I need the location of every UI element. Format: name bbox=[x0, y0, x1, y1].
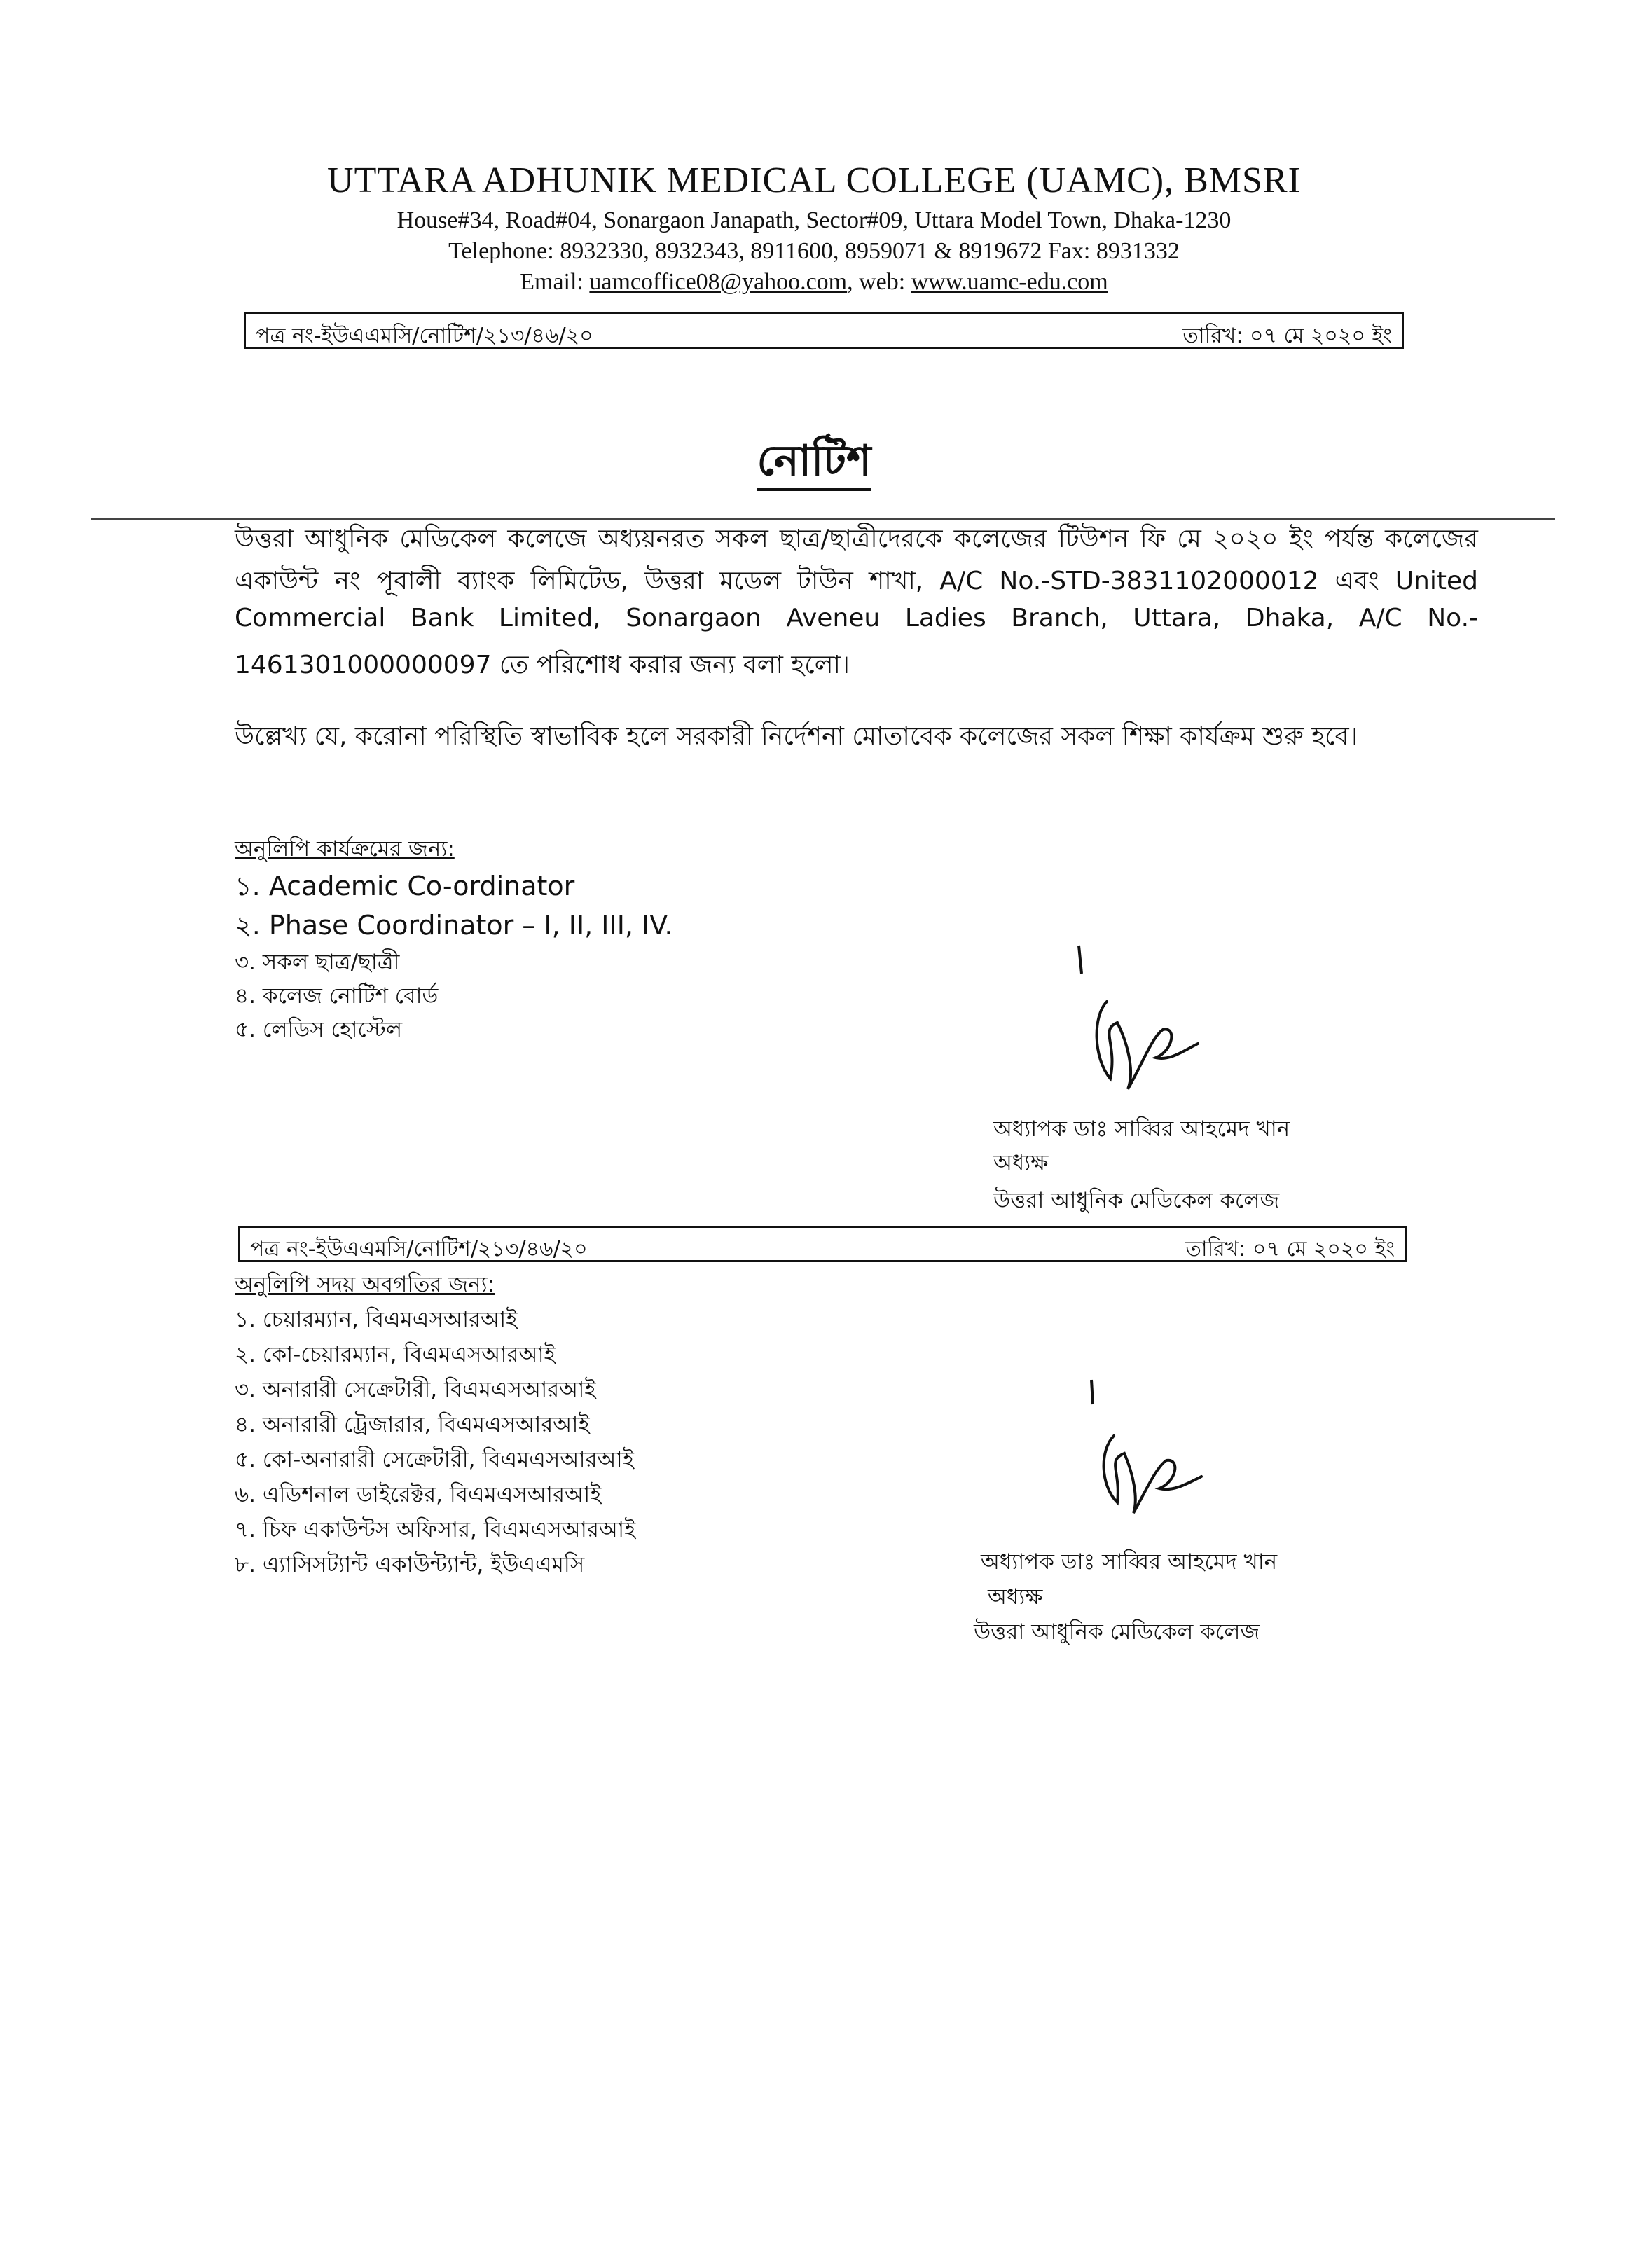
notice-title bbox=[0, 429, 1628, 499]
notice-paragraph-2: উল্লেখ্য যে, করোনা পরিস্থিতি স্বাভাবিক হলে সরকারী নির্দেশনা মোতাবেক কলেজের সকল শিক্ষা কার্যক্রম শুরু হবে। bbox=[235, 722, 1358, 751]
reference-date: তারিখ: ০৭ মে ২০২০ ইং bbox=[1185, 1237, 1395, 1261]
copy-action-item: ১. Academic Co-ordinator bbox=[235, 871, 575, 901]
copy-action-item: ২. Phase Coordinator – I, II, III, IV. bbox=[235, 910, 673, 941]
signatory-institution: উত্তরা আধুনিক মেডিকেল কলেজ bbox=[974, 1619, 1260, 1645]
copy-action-heading: অনুলিপি কার্যক্রমের জন্য: bbox=[235, 836, 455, 862]
web-link[interactable]: www.uamc-edu.com bbox=[911, 269, 1108, 295]
copy-info-item: ৮. এ্যাসিসট্যান্ট একাউন্ট্যান্ট, ইউএএমসি bbox=[235, 1552, 585, 1577]
copy-info-heading: অনুলিপি সদয় অবগতির জন্য: bbox=[235, 1272, 495, 1297]
notice-paragraph-line-4: 1461301000000097 তে পরিশোধ করার জন্য বলা হলো। bbox=[235, 651, 850, 679]
college-telephone: Telephone: 8932330, 8932343, 8911600, 8959071 & 8919672 Fax: 8931332 bbox=[448, 238, 1180, 264]
web-label: , web: bbox=[847, 269, 911, 295]
copy-info-item: ৪. অনারারী ট্রেজারার, বিএমএসআরআই bbox=[235, 1412, 590, 1437]
notice-title-text: নোটিশ bbox=[757, 436, 871, 491]
copy-info-item: ৬. এডিশনাল ডাইরেক্টর, বিএমএসআরআই bbox=[235, 1482, 602, 1507]
signatory-designation: অধ্যক্ষ bbox=[988, 1584, 1043, 1610]
copy-info-item: ৭. চিফ একাউন্টস অফিসার, বিএমএসআরআই bbox=[235, 1517, 636, 1542]
notice-paragraph-line-3: Commercial Bank Limited, Sonargaon Aveneu Ladies Branch, Uttara, Dhaka, A/C No.- bbox=[235, 604, 1478, 632]
copy-action-item: ৫. লেডিস হোস্টেল bbox=[235, 1017, 403, 1042]
copy-info-item: ৩. অনারারী সেক্রেটারী, বিএমএসআরআই bbox=[235, 1377, 596, 1402]
email-link[interactable]: uamcoffice08@yahoo.com bbox=[589, 269, 848, 295]
notice-paragraph-line-2: একাউন্ট নং পূবালী ব্যাংক লিমিটেড, উত্তরা মডেল টাউন শাখা, A/C No.-STD-3831102000012 এবং United bbox=[235, 567, 1478, 595]
copy-action-item: ৩. সকল ছাত্র/ছাত্রী bbox=[235, 950, 400, 975]
signature-mark-top bbox=[1051, 939, 1219, 1107]
signatory-name: অধ্যাপক ডাঃ সাব্বির আহমেদ খান bbox=[981, 1549, 1278, 1575]
reference-box-top bbox=[244, 312, 1404, 349]
college-name: UTTARA ADHUNIK MEDICAL COLLEGE (UAMC), BMSRI bbox=[327, 160, 1301, 200]
signatory-designation: অধ্যক্ষ bbox=[993, 1150, 1049, 1175]
copy-info-item: ১. চেয়ারম্যান, বিএমএসআরআই bbox=[235, 1307, 518, 1332]
college-contact bbox=[0, 269, 1628, 296]
reference-number: পত্র নং-ইউএএমসি/নোটিশ/২১৩/৪৬/২০ bbox=[250, 1237, 588, 1261]
signatory-name: অধ্যাপক ডাঃ সাব্বির আহমেদ খান bbox=[993, 1116, 1290, 1142]
college-address: House#34, Road#04, Sonargaon Janapath, Sector#09, Uttara Model Town, Dhaka-1230 bbox=[396, 207, 1232, 233]
reference-box-bottom bbox=[238, 1226, 1407, 1262]
reference-date: তারিখ: ০৭ মে ২০২০ ইং bbox=[1182, 324, 1392, 348]
copy-info-item: ২. কো-চেয়ারম্যান, বিএমএসআরআই bbox=[235, 1342, 556, 1367]
copy-action-item: ৪. কলেজ নোটিশ বোর্ড bbox=[235, 983, 439, 1009]
signatory-institution: উত্তরা আধুনিক মেডিকেল কলেজ bbox=[993, 1188, 1280, 1213]
email-label: Email: bbox=[520, 269, 590, 295]
reference-number: পত্র নং-ইউএএমসি/নোটিশ/২১৩/৪৬/২০ bbox=[256, 324, 593, 348]
notice-paragraph-line-1: উত্তরা আধুনিক মেডিকেল কলেজে অধ্যয়নরত সকল ছাত্র/ছাত্রীদেরকে কলেজের টিউশন ফি মে ২০২০ ইং পর্যন্ত কলেজের bbox=[235, 525, 1478, 553]
signature-mark-bottom bbox=[1051, 1373, 1219, 1541]
copy-info-item: ৫. কো-অনারারী সেক্রেটারী, বিএমএসআরআই bbox=[235, 1447, 634, 1472]
